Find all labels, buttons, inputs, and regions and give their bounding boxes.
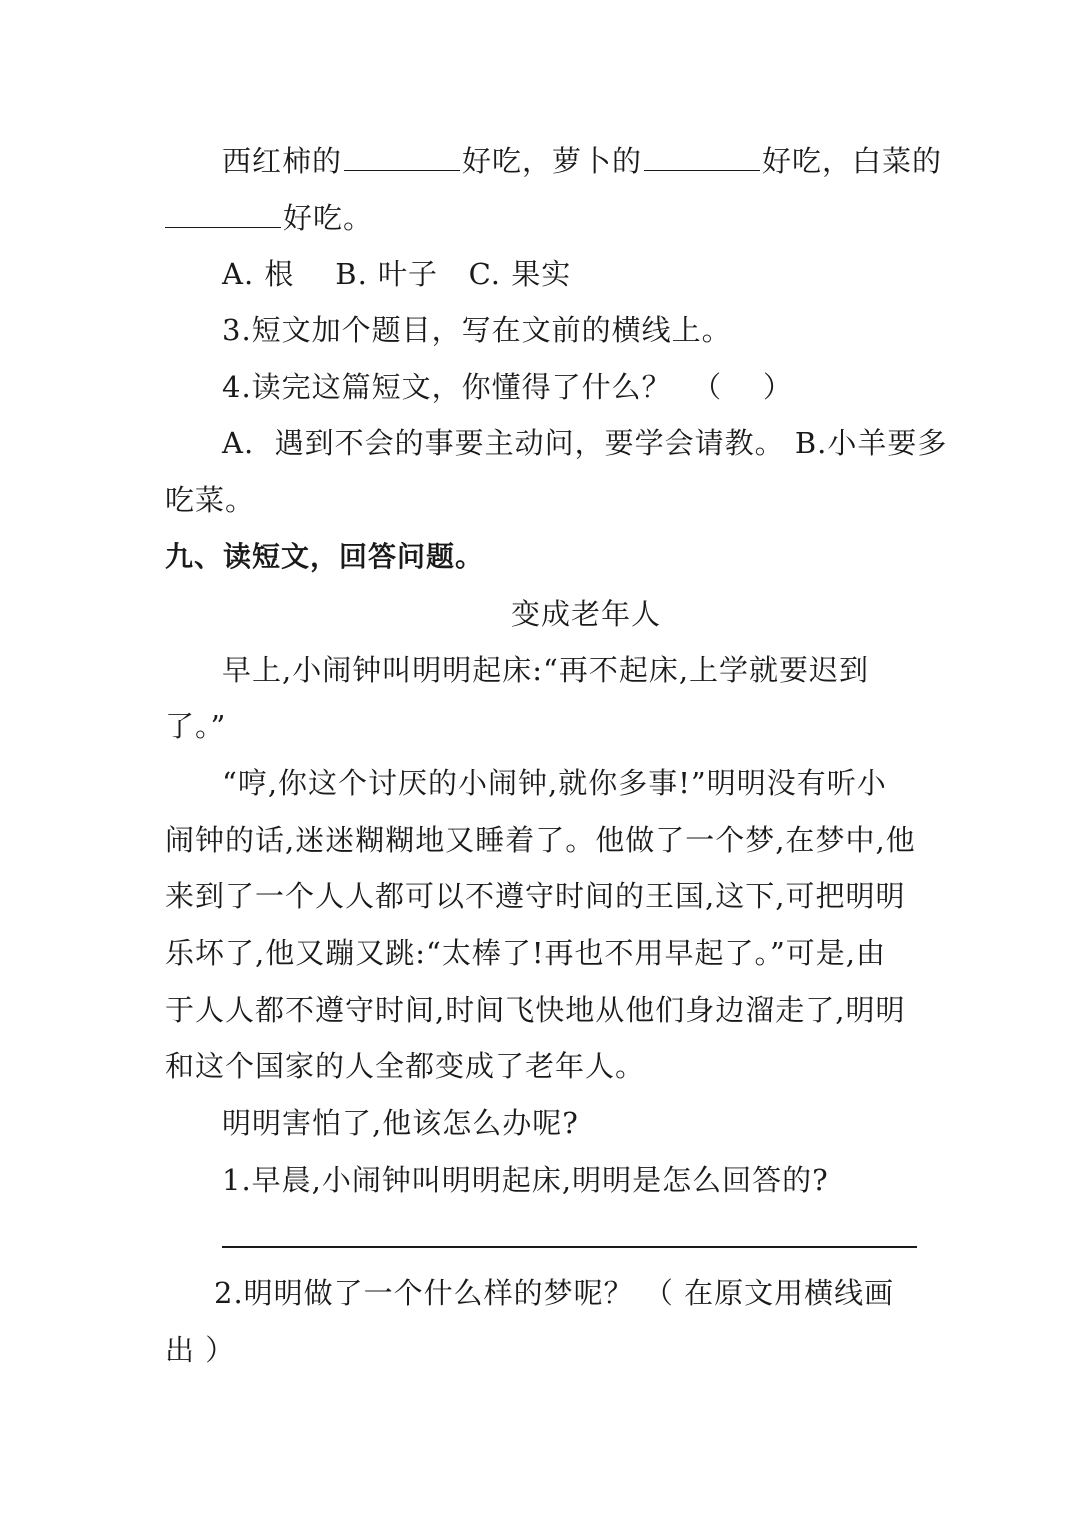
fill-blank-line-1 [222, 140, 943, 181]
passage-para2-line5: 于人人都不遵守时间,时间飞快地从他们身边溜走了,明明 [165, 993, 906, 1027]
question-4-options-cont: 吃菜。 [165, 483, 256, 517]
answer-line-q1[interactable] [222, 1246, 917, 1248]
passage-para2-line1: “哼,你这个讨厌的小闹钟,就你多事!”明明没有听小 [222, 766, 887, 800]
question-4: 4.读完这篇短文，你懂得了什么？ （ ） [222, 370, 793, 404]
passage-para1-line2: 了。” [165, 709, 227, 743]
question-4-options: A. 遇到不会的事要主动问，要学会请教。 B.小羊要多 [222, 426, 948, 460]
fill-blank-line-2 [165, 197, 917, 238]
answer-blank-1[interactable] [344, 140, 460, 171]
passage-para2-line2: 闹钟的话,迷迷糊糊地又睡着了。他做了一个梦,在梦中,他 [165, 823, 916, 857]
passage-para2-line4: 乐坏了,他又蹦又跳:“太棒了!再也不用早起了。”可是,由 [165, 936, 887, 970]
answer-blank-3[interactable] [165, 197, 281, 228]
question-2-cont: 出 ） [165, 1333, 236, 1367]
answer-blank-2[interactable] [644, 140, 760, 171]
question-3: 3.短文加个题目，写在文前的横线上。 [222, 313, 732, 347]
fill-text-1: 西红柿的 [222, 144, 343, 178]
passage-para3: 明明害怕了,他该怎么办呢? [222, 1106, 579, 1140]
passage-title: 变成老年人 [510, 597, 661, 631]
question-2: 2.明明做了一个什么样的梦呢？ （ 在原文用横线画 [214, 1276, 895, 1310]
options-line: A. 根 B. 叶子 C. 果实 [222, 257, 572, 291]
section-heading: 九、读短文，回答问题。 [165, 540, 485, 573]
fill-text-3: 好吃，白菜的 [762, 144, 943, 178]
question-1: 1.早晨,小闹钟叫明明起床,明明是怎么回答的? [222, 1163, 829, 1197]
passage-para2-line6: 和这个国家的人全都变成了老年人。 [165, 1049, 646, 1083]
fill-text-2: 好吃，萝卜的 [462, 144, 643, 178]
passage-para2-line3: 来到了一个人人都可以不遵守时间的王国,这下,可把明明 [165, 879, 906, 913]
fill-text-4: 好吃。 [283, 201, 374, 235]
passage-para1-line1: 早上,小闹钟叫明明起床:“再不起床,上学就要迟到 [222, 653, 870, 687]
